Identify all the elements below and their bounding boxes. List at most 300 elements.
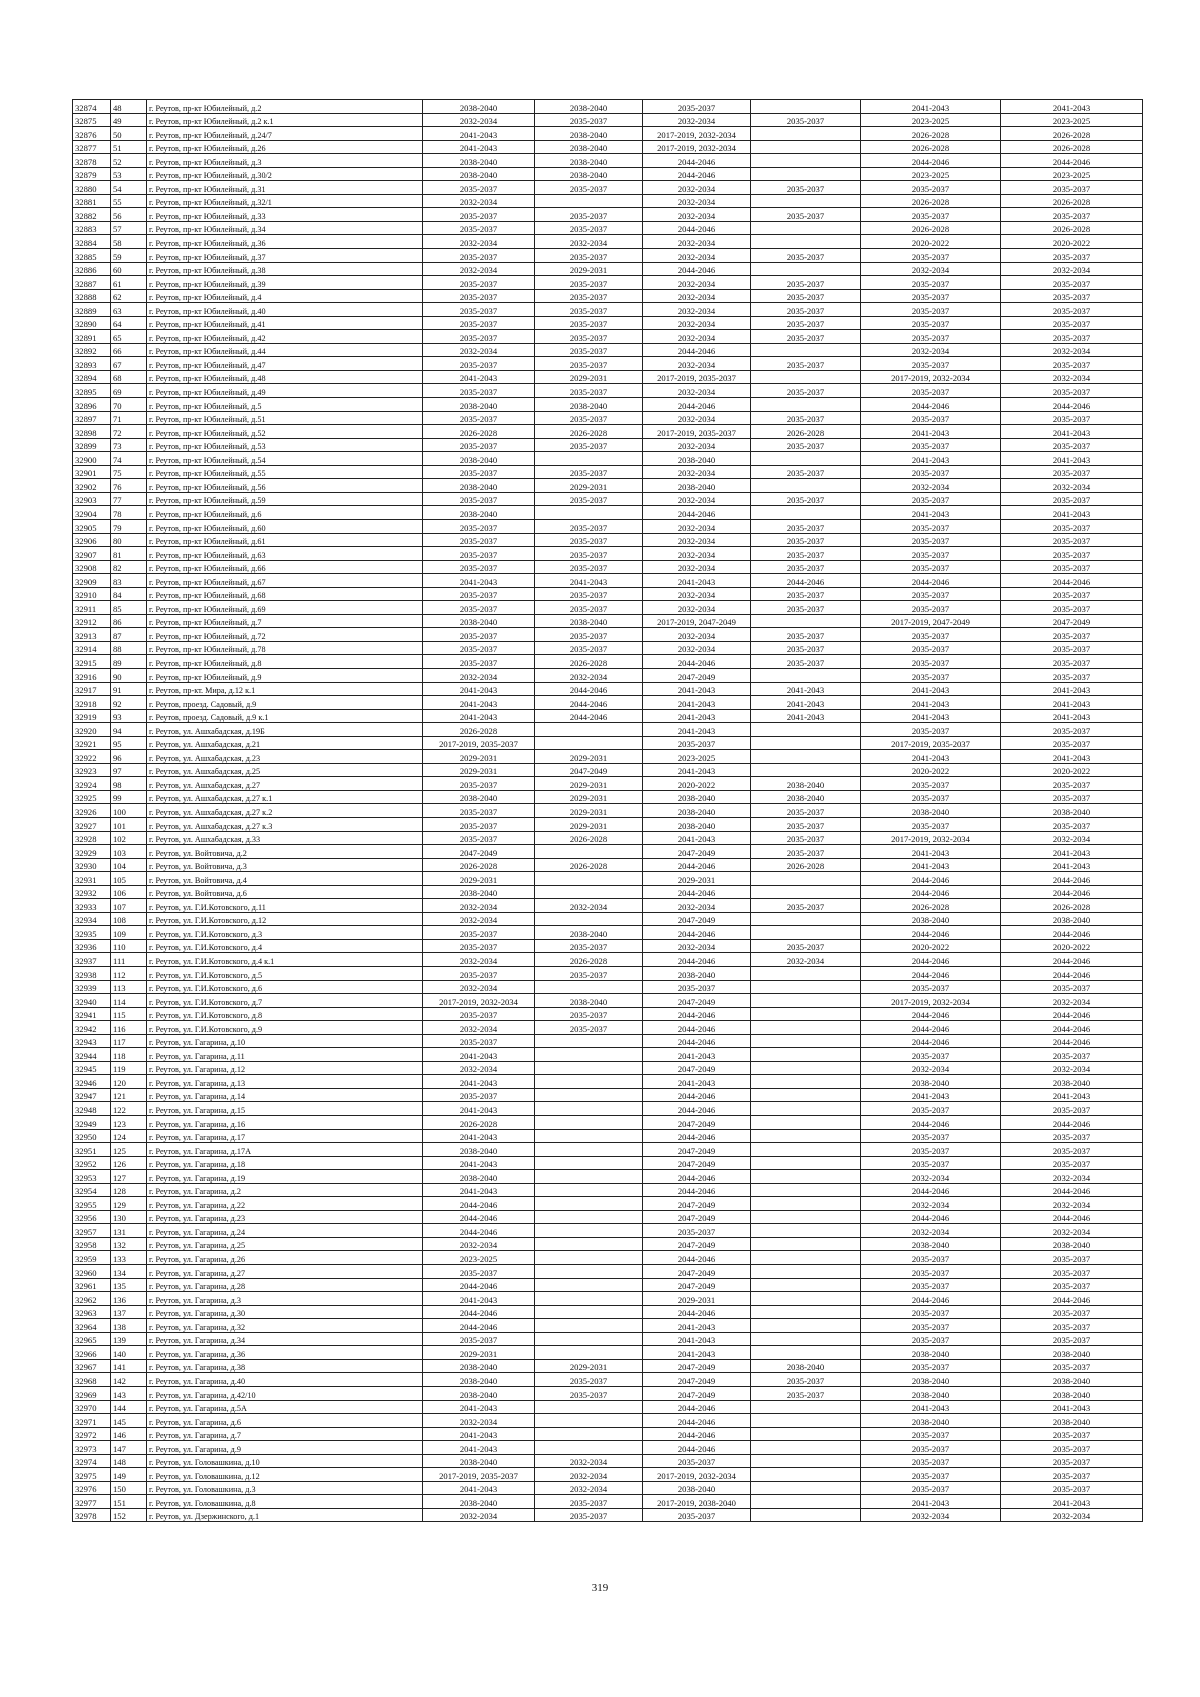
address-cell: г. Реутов, ул. Ашхабадская, д.21 [147,736,423,750]
address-cell: г. Реутов, пр-кт Юбилейный, д.48 [147,370,423,384]
table-row [73,1305,1143,1319]
record-id-cell: 32957 [73,1224,111,1238]
period-cell-1: 2032-2034 [423,980,535,994]
table-row [73,858,1143,872]
row-number-cell: 91 [111,682,147,696]
period-cell-4 [751,398,861,412]
record-id-cell: 32934 [73,912,111,926]
address-cell: г. Реутов, пр-кт Юбилейный, д.24/7 [147,127,423,141]
period-cell-4: 2035-2037 [751,655,861,669]
period-cell-1: 2041-2043 [423,1129,535,1143]
period-cell-6: 2026-2028 [1001,221,1143,235]
row-number-cell: 140 [111,1346,147,1360]
address-cell: г. Реутов, пр-кт Юбилейный, д.78 [147,641,423,655]
address-cell: г. Реутов, пр-кт Юбилейный, д.6 [147,506,423,520]
period-cell-1: 2032-2034 [423,1508,535,1522]
period-cell-1: 2032-2034 [423,235,535,249]
period-cell-1: 2035-2037 [423,1265,535,1279]
period-cell-1: 2044-2046 [423,1319,535,1333]
table-row [73,398,1143,412]
period-cell-5: 2032-2034 [861,479,1001,493]
period-cell-2: 2038-2040 [535,614,643,628]
period-cell-2: 2029-2031 [535,1359,643,1373]
period-cell-4: 2035-2037 [751,939,861,953]
period-cell-3: 2032-2034 [643,289,751,303]
period-cell-3: 2044-2046 [643,154,751,168]
record-id-cell: 32874 [73,100,111,114]
table-row [73,167,1143,181]
period-cell-4: 2035-2037 [751,845,861,859]
period-cell-1: 2035-2037 [423,465,535,479]
period-cell-1: 2041-2043 [423,1400,535,1414]
period-cell-3: 2044-2046 [643,221,751,235]
period-cell-2: 2029-2031 [535,370,643,384]
record-id-cell: 32966 [73,1346,111,1360]
period-cell-6: 2035-2037 [1001,1468,1143,1482]
record-id-cell: 32955 [73,1197,111,1211]
period-cell-1: 2041-2043 [423,140,535,154]
period-cell-5: 2035-2037 [861,1102,1001,1116]
period-cell-4 [751,750,861,764]
address-cell: г. Реутов, ул. Гагарина, д.36 [147,1346,423,1360]
period-cell-2: 2035-2037 [535,560,643,574]
period-cell-4 [751,370,861,384]
period-cell-5: 2035-2037 [861,276,1001,290]
period-cell-2 [535,1183,643,1197]
period-cell-2 [535,506,643,520]
period-cell-2 [535,1048,643,1062]
period-cell-6: 2041-2043 [1001,425,1143,439]
period-cell-2 [535,1156,643,1170]
period-cell-3: 2044-2046 [643,1305,751,1319]
period-cell-1: 2038-2040 [423,452,535,466]
row-number-cell: 82 [111,560,147,574]
address-cell: г. Реутов, ул. Ашхабадская, д.23 [147,750,423,764]
period-cell-3: 2029-2031 [643,872,751,886]
page-number: 319 [591,1582,609,1594]
period-cell-3: 2032-2034 [643,208,751,222]
row-number-cell: 53 [111,167,147,181]
record-id-cell: 32929 [73,845,111,859]
period-cell-1: 2038-2040 [423,614,535,628]
row-number-cell: 97 [111,763,147,777]
period-cell-6: 2044-2046 [1001,885,1143,899]
record-id-cell: 32880 [73,181,111,195]
period-cell-2: 2038-2040 [535,167,643,181]
address-cell: г. Реутов, ул. Гагарина, д.3 [147,1292,423,1306]
record-id-cell: 32951 [73,1143,111,1157]
period-cell-6: 2032-2034 [1001,343,1143,357]
address-cell: г. Реутов, ул. Головашкина, д.3 [147,1481,423,1495]
period-cell-6: 2044-2046 [1001,1183,1143,1197]
period-cell-3: 2032-2034 [643,235,751,249]
row-number-cell: 128 [111,1183,147,1197]
period-cell-6: 2020-2022 [1001,235,1143,249]
period-cell-3: 2035-2037 [643,980,751,994]
record-id-cell: 32886 [73,262,111,276]
record-id-cell: 32956 [73,1210,111,1224]
period-cell-5: 2023-2025 [861,167,1001,181]
period-cell-6: 2035-2037 [1001,668,1143,682]
table-row [73,1359,1143,1373]
period-cell-6: 2041-2043 [1001,696,1143,710]
record-id-cell: 32922 [73,750,111,764]
period-cell-6: 2035-2037 [1001,1305,1143,1319]
period-cell-6: 2044-2046 [1001,574,1143,588]
period-cell-3: 2023-2025 [643,750,751,764]
row-number-cell: 112 [111,967,147,981]
period-cell-6: 2044-2046 [1001,154,1143,168]
address-cell: г. Реутов, ул. Гагарина, д.30 [147,1305,423,1319]
period-cell-5: 2035-2037 [861,411,1001,425]
row-number-cell: 63 [111,303,147,317]
address-cell: г. Реутов, ул. Гагарина, д.25 [147,1237,423,1251]
address-cell: г. Реутов, ул. Гагарина, д.24 [147,1224,423,1238]
record-id-cell: 32898 [73,425,111,439]
period-cell-6: 2035-2037 [1001,1251,1143,1265]
period-cell-6: 2041-2043 [1001,1400,1143,1414]
period-cell-6: 2035-2037 [1001,438,1143,452]
period-cell-2 [535,912,643,926]
table-row [73,343,1143,357]
period-cell-3: 2038-2040 [643,967,751,981]
table-row [73,208,1143,222]
record-id-cell: 32888 [73,289,111,303]
table-row [73,1441,1143,1455]
period-cell-2: 2044-2046 [535,709,643,723]
period-cell-4 [751,194,861,208]
period-cell-1: 2026-2028 [423,425,535,439]
period-cell-6: 2035-2037 [1001,1359,1143,1373]
period-cell-6: 2035-2037 [1001,547,1143,561]
table-row [73,790,1143,804]
record-id-cell: 32906 [73,533,111,547]
row-number-cell: 116 [111,1021,147,1035]
period-cell-1: 2041-2043 [423,1102,535,1116]
row-number-cell: 137 [111,1305,147,1319]
period-cell-3: 2032-2034 [643,939,751,953]
period-cell-3: 2044-2046 [643,1414,751,1428]
address-cell: г. Реутов, пр-кт Юбилейный, д.47 [147,357,423,371]
period-cell-6: 2035-2037 [1001,1129,1143,1143]
address-cell: г. Реутов, ул. Г.И.Котовского, д.5 [147,967,423,981]
record-id-cell: 32926 [73,804,111,818]
period-cell-1: 2041-2043 [423,1048,535,1062]
table-row [73,411,1143,425]
period-cell-4: 2035-2037 [751,533,861,547]
period-cell-6: 2035-2037 [1001,736,1143,750]
period-cell-3: 2044-2046 [643,1088,751,1102]
period-cell-1: 2041-2043 [423,696,535,710]
period-cell-1: 2032-2034 [423,912,535,926]
period-cell-3: 2044-2046 [643,1007,751,1021]
period-cell-5: 2023-2025 [861,113,1001,127]
period-cell-5: 2038-2040 [861,1414,1001,1428]
period-cell-4: 2035-2037 [751,384,861,398]
period-cell-1: 2032-2034 [423,953,535,967]
period-cell-2: 2035-2037 [535,939,643,953]
row-number-cell: 95 [111,736,147,750]
address-cell: г. Реутов, пр-кт Юбилейный, д.56 [147,479,423,493]
row-number-cell: 113 [111,980,147,994]
period-cell-3: 2017-2019, 2035-2037 [643,425,751,439]
address-cell: г. Реутов, пр-кт Юбилейный, д.59 [147,492,423,506]
address-cell: г. Реутов, ул. Г.И.Котовского, д.4 [147,939,423,953]
period-cell-1: 2032-2034 [423,1414,535,1428]
row-number-cell: 132 [111,1237,147,1251]
period-cell-3: 2047-2049 [643,994,751,1008]
period-cell-5: 2035-2037 [861,384,1001,398]
table-row [73,845,1143,859]
table-row [73,1454,1143,1468]
period-cell-6: 2035-2037 [1001,1156,1143,1170]
address-cell: г. Реутов, пр-кт Юбилейный, д.68 [147,587,423,601]
period-cell-1: 2035-2037 [423,384,535,398]
row-number-cell: 150 [111,1481,147,1495]
record-id-cell: 32978 [73,1508,111,1522]
period-cell-2: 2026-2028 [535,831,643,845]
table-row [73,967,1143,981]
period-cell-6: 2032-2034 [1001,994,1143,1008]
period-cell-5: 2035-2037 [861,601,1001,615]
period-cell-3: 2017-2019, 2038-2040 [643,1495,751,1509]
table-row [73,939,1143,953]
period-cell-1: 2035-2037 [423,533,535,547]
period-cell-3: 2035-2037 [643,1454,751,1468]
period-cell-1: 2044-2046 [423,1210,535,1224]
period-cell-3: 2032-2034 [643,547,751,561]
period-cell-1: 2041-2043 [423,1292,535,1306]
table-row [73,1197,1143,1211]
period-cell-5: 2038-2040 [861,1346,1001,1360]
table-row [73,1414,1143,1428]
period-cell-5: 2035-2037 [861,668,1001,682]
period-cell-6: 2035-2037 [1001,303,1143,317]
table-row [73,614,1143,628]
table-row [73,330,1143,344]
address-cell: г. Реутов, пр-кт Юбилейный, д.31 [147,181,423,195]
record-id-cell: 32921 [73,736,111,750]
period-cell-2: 2044-2046 [535,682,643,696]
period-cell-5: 2017-2019, 2032-2034 [861,994,1001,1008]
period-cell-4 [751,1170,861,1184]
address-cell: г. Реутов, ул. Гагарина, д.10 [147,1034,423,1048]
period-cell-6: 2044-2046 [1001,967,1143,981]
period-cell-6: 2044-2046 [1001,1292,1143,1306]
period-cell-6: 2035-2037 [1001,641,1143,655]
record-id-cell: 32975 [73,1468,111,1482]
row-number-cell: 143 [111,1386,147,1400]
row-number-cell: 79 [111,519,147,533]
period-cell-5: 2044-2046 [861,1210,1001,1224]
period-cell-5: 2041-2043 [861,425,1001,439]
row-number-cell: 60 [111,262,147,276]
period-cell-5: 2041-2043 [861,100,1001,114]
period-cell-4: 2035-2037 [751,899,861,913]
period-cell-2: 2026-2028 [535,858,643,872]
record-id-cell: 32924 [73,777,111,791]
record-id-cell: 32971 [73,1414,111,1428]
period-cell-2: 2035-2037 [535,343,643,357]
period-cell-4 [751,452,861,466]
period-cell-4 [751,127,861,141]
period-cell-4: 2041-2043 [751,682,861,696]
period-cell-6: 2038-2040 [1001,1237,1143,1251]
period-cell-5: 2032-2034 [861,262,1001,276]
period-cell-3: 2032-2034 [643,465,751,479]
period-cell-2: 2035-2037 [535,601,643,615]
period-cell-2: 2035-2037 [535,303,643,317]
record-id-cell: 32903 [73,492,111,506]
period-cell-5: 2032-2034 [861,1197,1001,1211]
period-cell-6: 2041-2043 [1001,506,1143,520]
row-number-cell: 125 [111,1143,147,1157]
period-cell-2 [535,1197,643,1211]
table-row [73,194,1143,208]
table-row [73,1386,1143,1400]
period-cell-3: 2032-2034 [643,899,751,913]
period-cell-1: 2035-2037 [423,519,535,533]
period-cell-1: 2029-2031 [423,872,535,886]
period-cell-5: 2020-2022 [861,235,1001,249]
period-cell-4 [751,1102,861,1116]
record-id-cell: 32948 [73,1102,111,1116]
period-cell-1: 2038-2040 [423,1495,535,1509]
row-number-cell: 105 [111,872,147,886]
row-number-cell: 139 [111,1332,147,1346]
period-cell-3: 2044-2046 [643,506,751,520]
row-number-cell: 135 [111,1278,147,1292]
period-cell-4 [751,1237,861,1251]
table-row [73,1481,1143,1495]
period-cell-1: 2038-2040 [423,167,535,181]
period-cell-5: 2041-2043 [861,506,1001,520]
period-cell-4 [751,1197,861,1211]
period-cell-5: 2044-2046 [861,872,1001,886]
row-number-cell: 133 [111,1251,147,1265]
period-cell-1: 2017-2019, 2035-2037 [423,736,535,750]
period-cell-5: 2035-2037 [861,1251,1001,1265]
period-cell-3: 2041-2043 [643,763,751,777]
row-number-cell: 109 [111,926,147,940]
period-cell-6: 2041-2043 [1001,858,1143,872]
period-cell-4 [751,1481,861,1495]
period-cell-5: 2044-2046 [861,1021,1001,1035]
period-cell-4 [751,1210,861,1224]
record-id-cell: 32919 [73,709,111,723]
period-cell-2: 2026-2028 [535,425,643,439]
row-number-cell: 111 [111,953,147,967]
period-cell-2 [535,1278,643,1292]
period-cell-5: 2032-2034 [861,1224,1001,1238]
period-cell-2 [535,194,643,208]
address-cell: г. Реутов, пр-кт Юбилейный, д.55 [147,465,423,479]
table-row [73,235,1143,249]
table-row [73,696,1143,710]
record-id-cell: 32949 [73,1116,111,1130]
row-number-cell: 146 [111,1427,147,1441]
row-number-cell: 76 [111,479,147,493]
period-cell-3: 2032-2034 [643,330,751,344]
table-row [73,316,1143,330]
period-cell-3: 2032-2034 [643,357,751,371]
table-row [73,980,1143,994]
table-row [73,357,1143,371]
address-cell: г. Реутов, ул. Г.И.Котовского, д.3 [147,926,423,940]
period-cell-4: 2035-2037 [751,316,861,330]
period-cell-1: 2035-2037 [423,939,535,953]
period-cell-6: 2041-2043 [1001,709,1143,723]
record-id-cell: 32932 [73,885,111,899]
record-id-cell: 32893 [73,357,111,371]
period-cell-6: 2035-2037 [1001,384,1143,398]
period-cell-6: 2044-2046 [1001,1034,1143,1048]
table-row [73,1170,1143,1184]
period-cell-1: 2032-2034 [423,343,535,357]
period-cell-4 [751,1319,861,1333]
record-id-cell: 32883 [73,221,111,235]
table-row [73,370,1143,384]
period-cell-2 [535,1251,643,1265]
address-cell: г. Реутов, ул. Гагарина, д.2 [147,1183,423,1197]
record-id-cell: 32920 [73,723,111,737]
table-row [73,533,1143,547]
period-cell-5: 2017-2019, 2032-2034 [861,831,1001,845]
record-id-cell: 32896 [73,398,111,412]
record-id-cell: 32890 [73,316,111,330]
table-row [73,154,1143,168]
period-cell-5: 2041-2043 [861,1088,1001,1102]
row-number-cell: 148 [111,1454,147,1468]
period-cell-5: 2035-2037 [861,303,1001,317]
period-cell-2 [535,1319,643,1333]
table-row [73,817,1143,831]
table-row [73,560,1143,574]
period-cell-5: 2041-2043 [861,1400,1001,1414]
period-cell-5: 2035-2037 [861,1156,1001,1170]
period-cell-4 [751,1292,861,1306]
table-row [73,1237,1143,1251]
period-cell-4 [751,668,861,682]
address-cell: г. Реутов, ул. Г.И.Котовского, д.4 к.1 [147,953,423,967]
table-row [73,1468,1143,1482]
table-row [73,1034,1143,1048]
table-row [73,1061,1143,1075]
record-id-cell: 32962 [73,1292,111,1306]
address-cell: г. Реутов, ул. Гагарина, д.32 [147,1319,423,1333]
record-id-cell: 32887 [73,276,111,290]
period-cell-1: 2038-2040 [423,100,535,114]
address-cell: г. Реутов, ул. Г.И.Котовского, д.7 [147,994,423,1008]
table-row [73,1224,1143,1238]
period-cell-6: 2035-2037 [1001,276,1143,290]
period-cell-2: 2038-2040 [535,140,643,154]
record-id-cell: 32940 [73,994,111,1008]
period-cell-6: 2032-2034 [1001,1061,1143,1075]
period-cell-2 [535,1129,643,1143]
row-number-cell: 98 [111,777,147,791]
address-cell: г. Реутов, пр-кт Юбилейный, д.2 [147,100,423,114]
table-row [73,262,1143,276]
record-id-cell: 32899 [73,438,111,452]
period-cell-1: 2032-2034 [423,262,535,276]
address-cell: г. Реутов, пр-кт Юбилейный, д.34 [147,221,423,235]
period-cell-5: 2035-2037 [861,1305,1001,1319]
period-cell-2: 2035-2037 [535,628,643,642]
period-cell-2: 2032-2034 [535,1468,643,1482]
period-cell-4 [751,235,861,249]
period-cell-5: 2041-2043 [861,845,1001,859]
